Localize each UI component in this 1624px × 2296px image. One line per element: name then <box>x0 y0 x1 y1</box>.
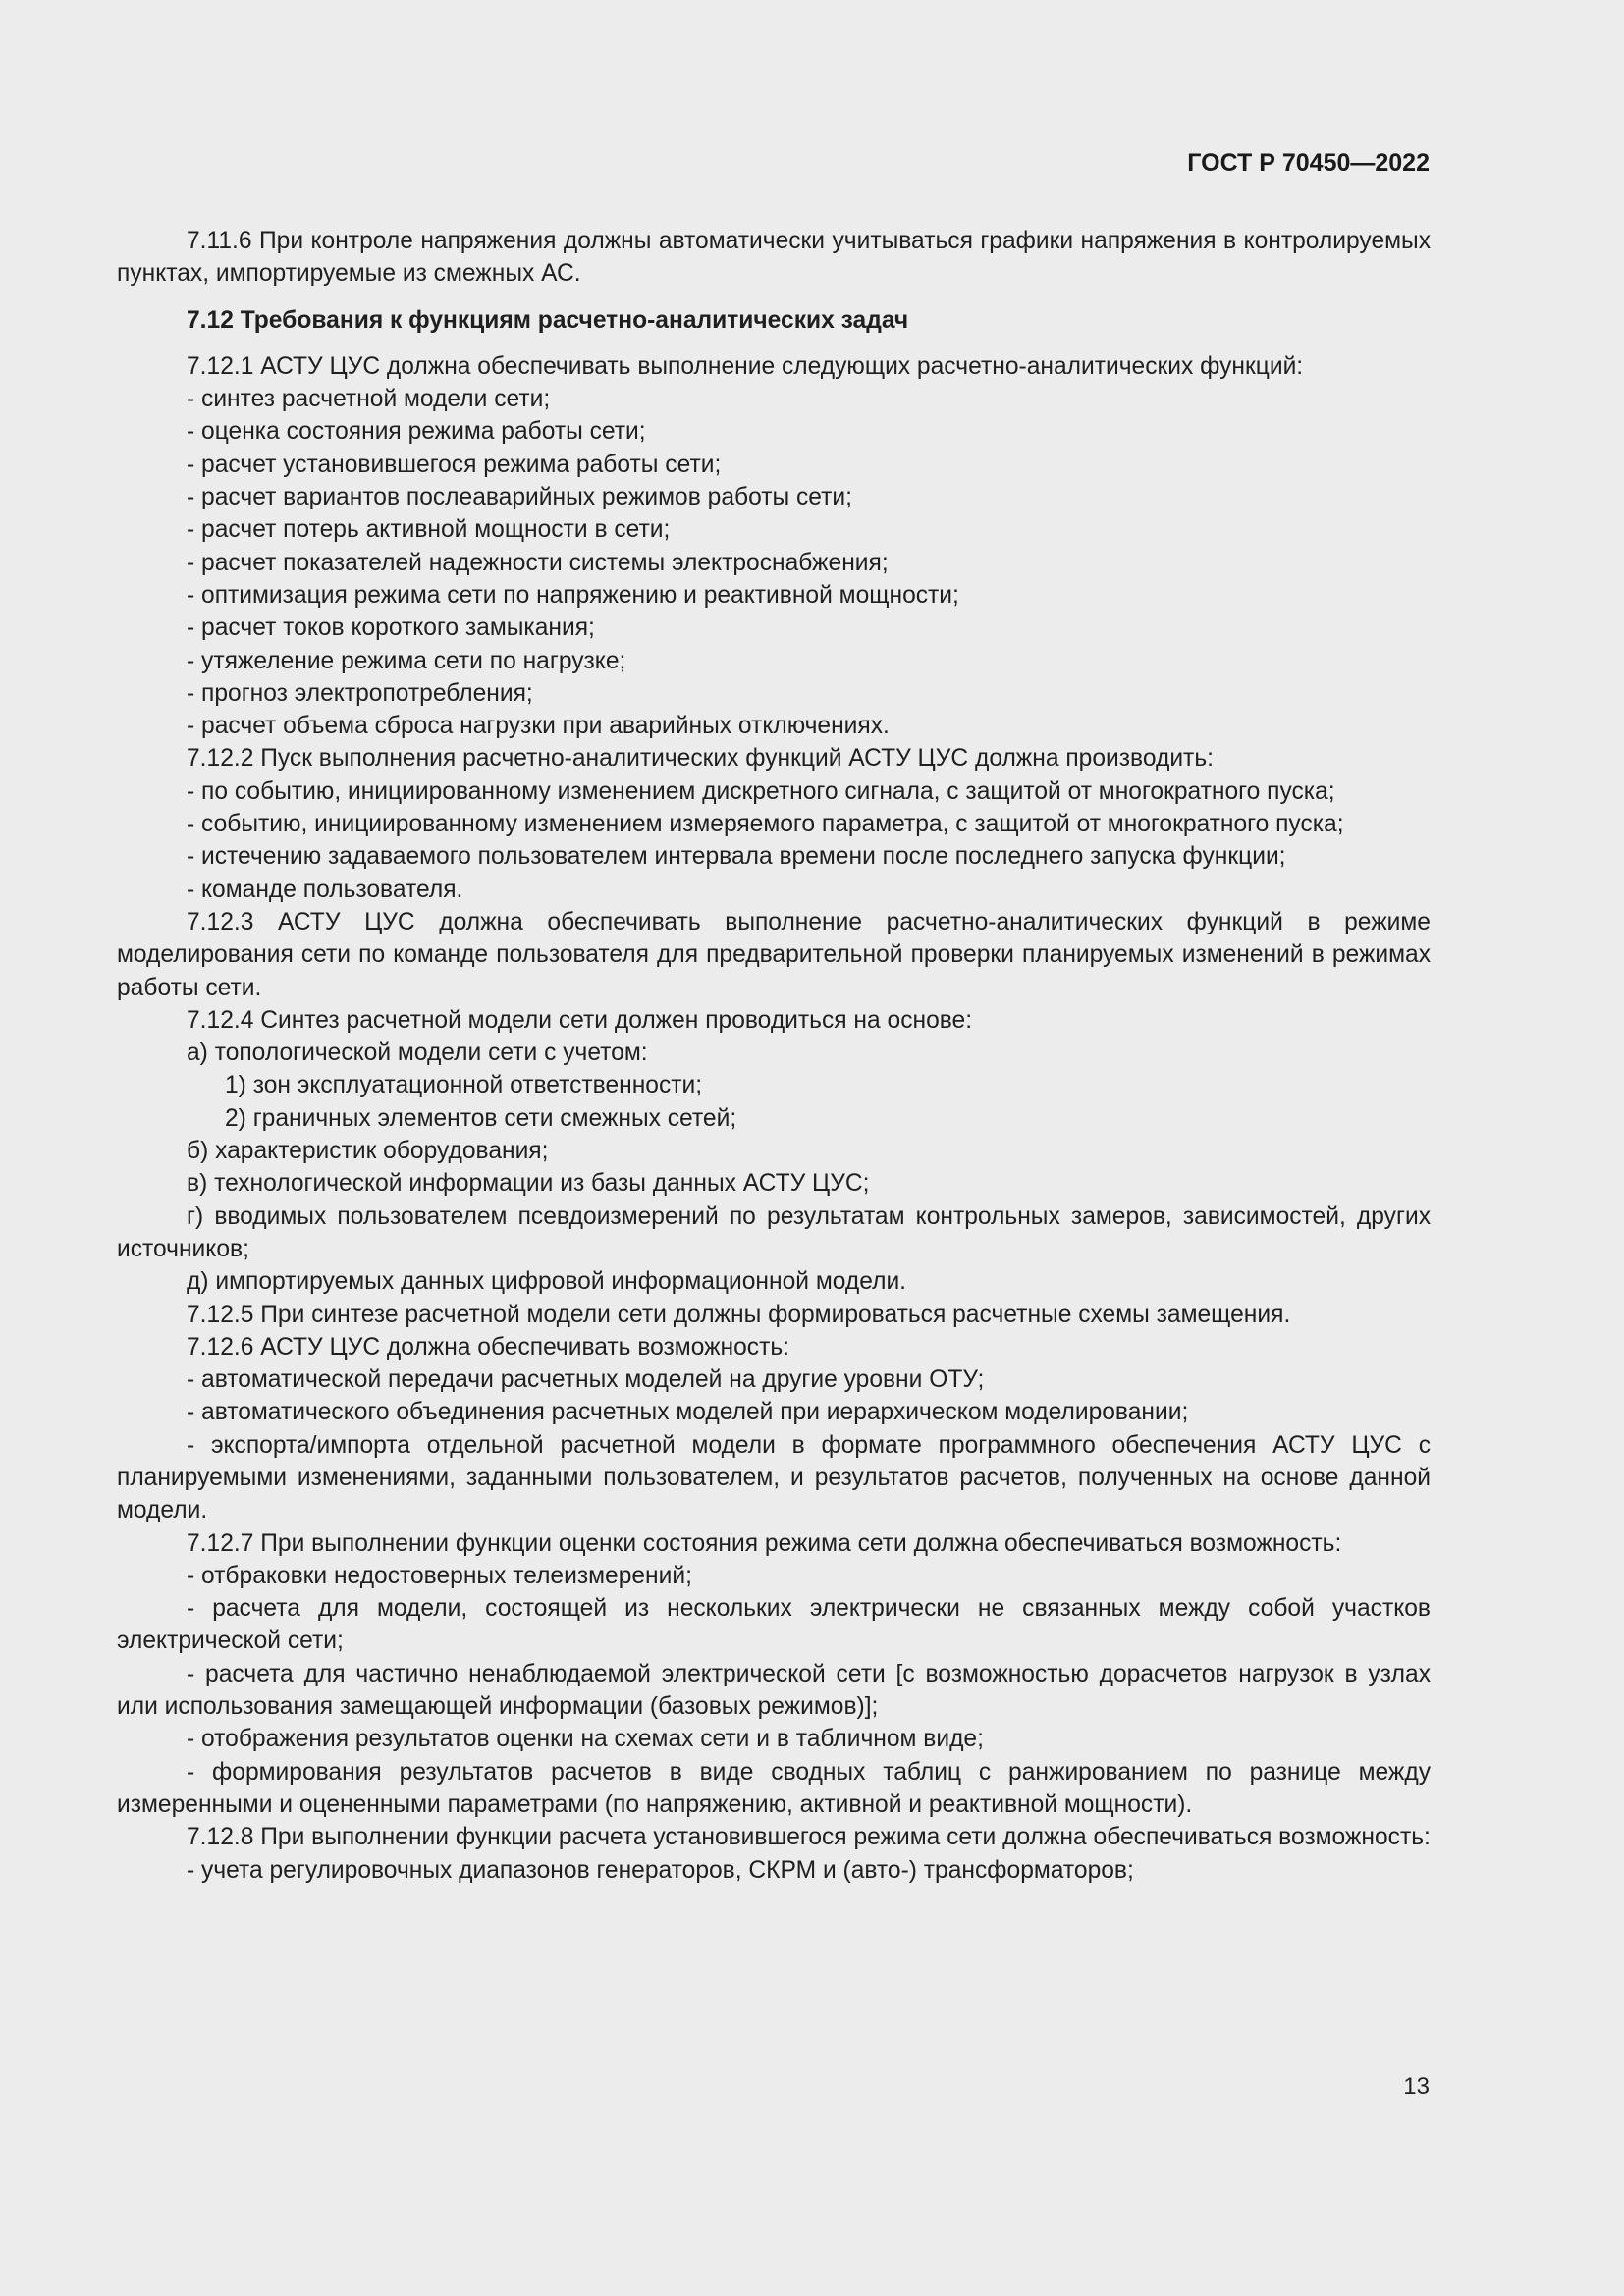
list-item: - расчет потерь активной мощности в сети; <box>187 516 671 544</box>
list-item: а) топологической модели сети с учетом: <box>187 1040 648 1067</box>
list-item: - утяжеление режима сети по нагрузке; <box>187 647 626 674</box>
clause-7-12-1: 7.12.1 АСТУ ЦУС должна обеспечивать выполнение следующих расчетно-аналитических функций: <box>187 352 1304 380</box>
clause-7-11-6: 7.11.6 При контроле напряжения должны автоматически учитываться графики напряжения в контролируемых пунктах, импортируемые из смежных АС. <box>117 228 1431 288</box>
list-item: - прогноз электропотребления; <box>187 679 533 707</box>
clause-7-12-5: 7.12.5 При синтезе расчетной модели сети должны формироваться расчетные схемы замещения. <box>187 1301 1291 1328</box>
list-item: - расчет установившегося режима работы сети; <box>187 451 722 478</box>
list-item: д) импортируемых данных цифровой информационной модели. <box>187 1268 907 1296</box>
list-item: - расчета для модели, состоящей из нескольких электрически не связанных между собой участков электрической сети; <box>117 1595 1431 1655</box>
list-item: - расчет вариантов послеаварийных режимов работы сети; <box>187 484 852 511</box>
section-heading-7-12: 7.12 Требования к функциям расчетно-аналитических задач <box>187 306 909 334</box>
list-item: - событию, инициированному изменением измеряемого параметра, с защитой от многократного пуска; <box>187 811 1344 838</box>
list-item: - оценка состояния режима работы сети; <box>187 418 646 446</box>
clause-7-12-4: 7.12.4 Синтез расчетной модели сети должен проводиться на основе: <box>187 1006 973 1034</box>
list-item: - расчета для частично ненаблюдаемой электрической сети [с возможностью дорасчетов нагрузок в узлах или использования замещающей информации (базовых режимов)]; <box>117 1660 1431 1721</box>
clause-7-12-6: 7.12.6 АСТУ ЦУС должна обеспечивать возможность: <box>187 1333 790 1361</box>
list-item: - отображения результатов оценки на схемах сети и в табличном виде; <box>187 1726 984 1753</box>
list-item: г) вводимых пользователем псевдоизмерений по результатам контрольных замеров, зависимостей, других источников; <box>117 1202 1431 1262</box>
clause-7-12-7: 7.12.7 При выполнении функции оценки состояния режима сети должна обеспечиваться возможность: <box>187 1529 1342 1557</box>
list-item: - истечению задаваемого пользователем интервала времени после последнего запуска функции; <box>187 843 1286 871</box>
list-item: - по событию, инициированному изменением дискретного сигнала, с защитой от многократного пуска; <box>187 777 1335 805</box>
clause-7-12-8: 7.12.8 При выполнении функции расчета установившегося режима сети должна обеспечиваться возможность: <box>187 1824 1431 1851</box>
document-body <box>117 225 1431 1887</box>
sub-list-item: 1) зон эксплуатационной ответственности; <box>225 1072 703 1099</box>
list-item: - учета регулировочных диапазонов генераторов, СКРМ и (авто-) трансформаторов; <box>187 1856 1134 1884</box>
list-item: - команде пользователя. <box>187 876 463 903</box>
clause-7-12-2: 7.12.2 Пуск выполнения расчетно-аналитических функций АСТУ ЦУС должна производить: <box>187 745 1214 773</box>
sub-list-item: 2) граничных элементов сети смежных сетей; <box>225 1104 737 1132</box>
list-item: - синтез расчетной модели сети; <box>187 386 551 413</box>
list-item: - расчет токов короткого замыкания; <box>187 614 595 642</box>
clause-7-12-3: 7.12.3 АСТУ ЦУС должна обеспечивать выполнение расчетно-аналитических функций в режиме моделирования сети по команде пользователя для предварительной проверки планируемых изменений в режимах работы сети. <box>117 908 1431 1001</box>
standard-code-header: ГОСТ Р 70450—2022 <box>1187 149 1430 177</box>
list-item: б) характеристик оборудования; <box>187 1138 549 1165</box>
list-item: - автоматической передачи расчетных моделей на другие уровни ОТУ; <box>187 1366 985 1394</box>
list-item: - автоматического объединения расчетных моделей при иерархическом моделировании; <box>187 1399 1189 1426</box>
list-item: - расчет показателей надежности системы электроснабжения; <box>187 549 889 576</box>
list-item: - формирования результатов расчетов в виде сводных таблиц с ранжированием по разнице между измеренными и оцененными параметрами (по напряжению, активной и реактивной мощности). <box>117 1758 1431 1818</box>
list-item: в) технологической информации из базы данных АСТУ ЦУС; <box>187 1170 870 1198</box>
list-item: - экспорта/импорта отдельной расчетной модели в формате программного обеспечения АСТУ ЦУС с планируемыми изменениями, заданными пользователем, и результатов расчетов, полученных на основе данной модели. <box>117 1431 1431 1524</box>
list-item: - оптимизация режима сети по напряжению и реактивной мощности; <box>187 581 959 609</box>
list-item: - расчет объема сброса нагрузки при аварийных отключениях. <box>187 713 890 740</box>
list-item: - отбраковки недостоверных телеизмерений; <box>187 1562 692 1589</box>
page-number: 13 <box>1403 2073 1430 2100</box>
